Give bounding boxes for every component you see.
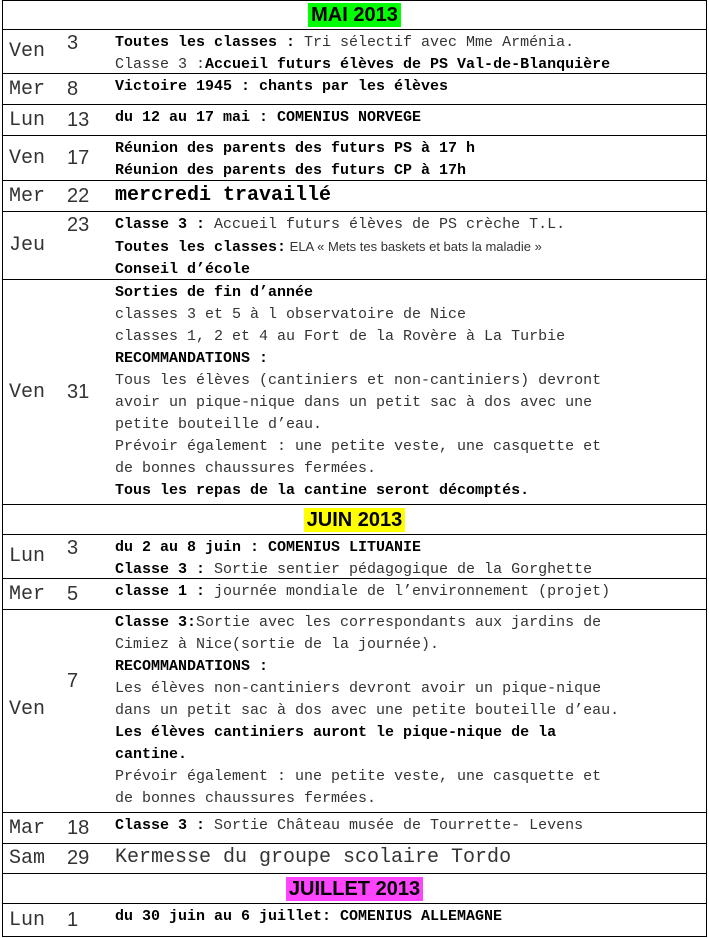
bold-text: Les élèves cantiniers auront le pique-nique de la [115,724,557,741]
plain-text: Tous les élèves (cantiniers et non-cantiniers) devront [115,372,602,389]
event-row [2,74,707,105]
weekday: Mer [9,77,46,101]
school-calendar [2,0,707,937]
bold-text: mercredi travaillé [115,183,332,207]
may-events [2,30,707,505]
day-number: 3 [67,537,79,559]
plain-text: Kermesse du groupe scolaire Tordo [115,846,512,869]
event-line [115,559,706,581]
bold-text: Toutes les classes: [115,239,287,256]
event-description [111,181,706,211]
plain-text: Tri sélectif avec Mme Arménia. [295,34,575,51]
month-label: MAI 2013 [308,3,401,27]
month-header-may [2,0,707,30]
weekday: Ven [9,380,46,404]
event-description [111,904,706,936]
plain-text: classes 3 et 5 à l observatoire de Nice [115,306,467,323]
event-line [115,392,706,414]
event-description [111,30,706,73]
event-description [111,610,706,812]
event-line [115,700,706,722]
event-line [115,160,706,182]
bold-text: Réunion des parents des futurs PS à 17 h [115,140,476,157]
plain-text: de bonnes chaussures fermées. [115,790,377,807]
event-row [2,610,707,813]
day-number: 31 [67,380,90,403]
weekday: Mer [9,184,46,208]
event-description [111,136,706,180]
event-description [111,280,706,504]
event-line [115,581,706,603]
plain-text: Sortie Château musée de Tourrette- Levens [205,817,584,834]
weekday: Sam [9,847,46,870]
event-line [115,815,706,837]
bold-text: RECOMMANDATIONS : [115,350,269,367]
event-line [115,414,706,436]
plain-text: Les élèves non-cantiniers devront avoir un pique-nique [115,680,602,697]
event-description [111,105,706,135]
event-line [115,214,706,236]
june-events [2,535,707,874]
event-line [115,847,511,870]
weekday: Mer [9,582,46,606]
month-label: JUILLET 2013 [286,877,423,901]
plain-text: ELA « Mets tes baskets et bats la maladie » [286,239,542,254]
plain-text: Classe 3 : [115,56,206,73]
event-row [2,579,707,610]
weekday: Jeu [9,234,46,257]
plain-text: petite bouteille d’eau. [115,416,323,433]
plain-text: de bonnes chaussures fermées. [115,460,377,477]
bold-text: Réunion des parents des futurs CP à 17h [115,162,467,179]
event-line [115,370,706,392]
event-line [115,107,706,129]
bold-text: Sorties de fin d’année [115,284,314,301]
bold-text: Toutes les classes : [115,34,296,51]
bold-text: du 12 au 17 mai : COMENIUS NORVEGE [115,109,422,126]
bold-text: Classe 3 : [115,817,206,834]
event-line [115,436,706,458]
event-description [111,813,706,843]
day-number: 7 [67,670,79,692]
bold-text: classe 1 : [115,583,206,600]
event-line [115,634,706,656]
event-line [115,32,706,54]
event-line [115,259,706,281]
event-description [111,212,706,279]
event-line [115,678,706,700]
weekday: Ven [9,698,46,721]
bold-text: cantine. [115,746,188,763]
plain-text: Cimiez à Nice(sortie de la journée). [115,636,440,653]
event-line [115,612,706,634]
month-header-june [2,505,707,535]
day-number: 17 [67,146,90,169]
event-line [115,788,706,810]
weekday: Ven [9,146,46,170]
weekday: Lun [9,545,46,568]
bold-text: Classe 3: [115,614,197,631]
event-line [115,906,706,928]
month-header-july [2,874,707,904]
event-line [115,138,706,160]
event-line [115,744,706,766]
event-row [2,813,707,844]
day-number: 8 [67,77,79,100]
bold-text: Conseil d’école [115,261,251,278]
event-row [2,280,707,505]
bold-text: Accueil futurs élèves de PS Val-de-Blanquière [205,56,611,73]
bold-text: Victoire 1945 : chants par les élèves [115,78,449,95]
event-line [115,326,706,348]
day-number: 22 [67,184,90,207]
event-line [115,54,706,76]
event-line [115,480,706,502]
event-row [2,904,707,937]
weekday: Mar [9,816,46,840]
plain-text: Sortie avec les correspondants aux jardins de [196,614,602,631]
plain-text: Accueil futurs élèves de PS crèche T.L. [205,216,566,233]
weekday: Lun [9,108,46,132]
plain-text: dans un petit sac à dos avec une petite bouteille d’eau. [115,702,620,719]
event-line [115,76,706,98]
event-description [111,74,706,104]
day-number: 5 [67,582,79,605]
event-row [2,30,707,74]
event-row [2,181,707,212]
event-description [111,535,706,578]
event-line [115,282,706,304]
plain-text: avoir un pique-nique dans un petit sac à dos avec une [115,394,593,411]
bold-text: Tous les repas de la cantine seront décomptés. [115,482,530,499]
weekday: Ven [9,40,46,63]
event-line [115,458,706,480]
event-line [115,304,706,326]
event-line [115,722,706,744]
bold-text: RECOMMANDATIONS : [115,658,269,675]
plain-text: Sortie sentier pédagogique de la Gorghette [205,561,593,578]
event-line [115,348,706,370]
bold-text: du 30 juin au 6 juillet: COMENIUS ALLEMAGNE [115,908,503,925]
bold-text: Classe 3 : [115,216,206,233]
day-number: 3 [67,32,79,54]
event-row [2,212,707,280]
day-number: 29 [67,847,90,869]
day-number: 23 [67,214,90,236]
july-events [2,904,707,937]
day-number: 18 [67,816,90,839]
event-description [111,579,706,609]
event-row [2,105,707,136]
event-row [2,535,707,579]
event-line [115,766,706,788]
plain-text: journée mondiale de l’environnement (projet) [205,583,611,600]
plain-text: Prévoir également : une petite veste, une casquette et [115,768,602,785]
bold-text: du 2 au 8 juin : COMENIUS LITUANIE [115,539,422,556]
event-line [115,656,706,678]
day-number: 13 [67,108,90,131]
weekday: Lun [9,908,46,932]
day-number: 1 [67,908,79,931]
month-label: JUIN 2013 [304,508,406,532]
event-row [2,844,707,874]
event-line [115,185,331,208]
event-line [115,236,706,259]
bold-text: Classe 3 : [115,561,206,578]
plain-text: classes 1, 2 et 4 au Fort de la Rovère à La Turbie [115,328,566,345]
event-line [115,537,706,559]
event-row [2,136,707,181]
event-description [111,844,706,873]
plain-text: Prévoir également : une petite veste, une casquette et [115,438,602,455]
